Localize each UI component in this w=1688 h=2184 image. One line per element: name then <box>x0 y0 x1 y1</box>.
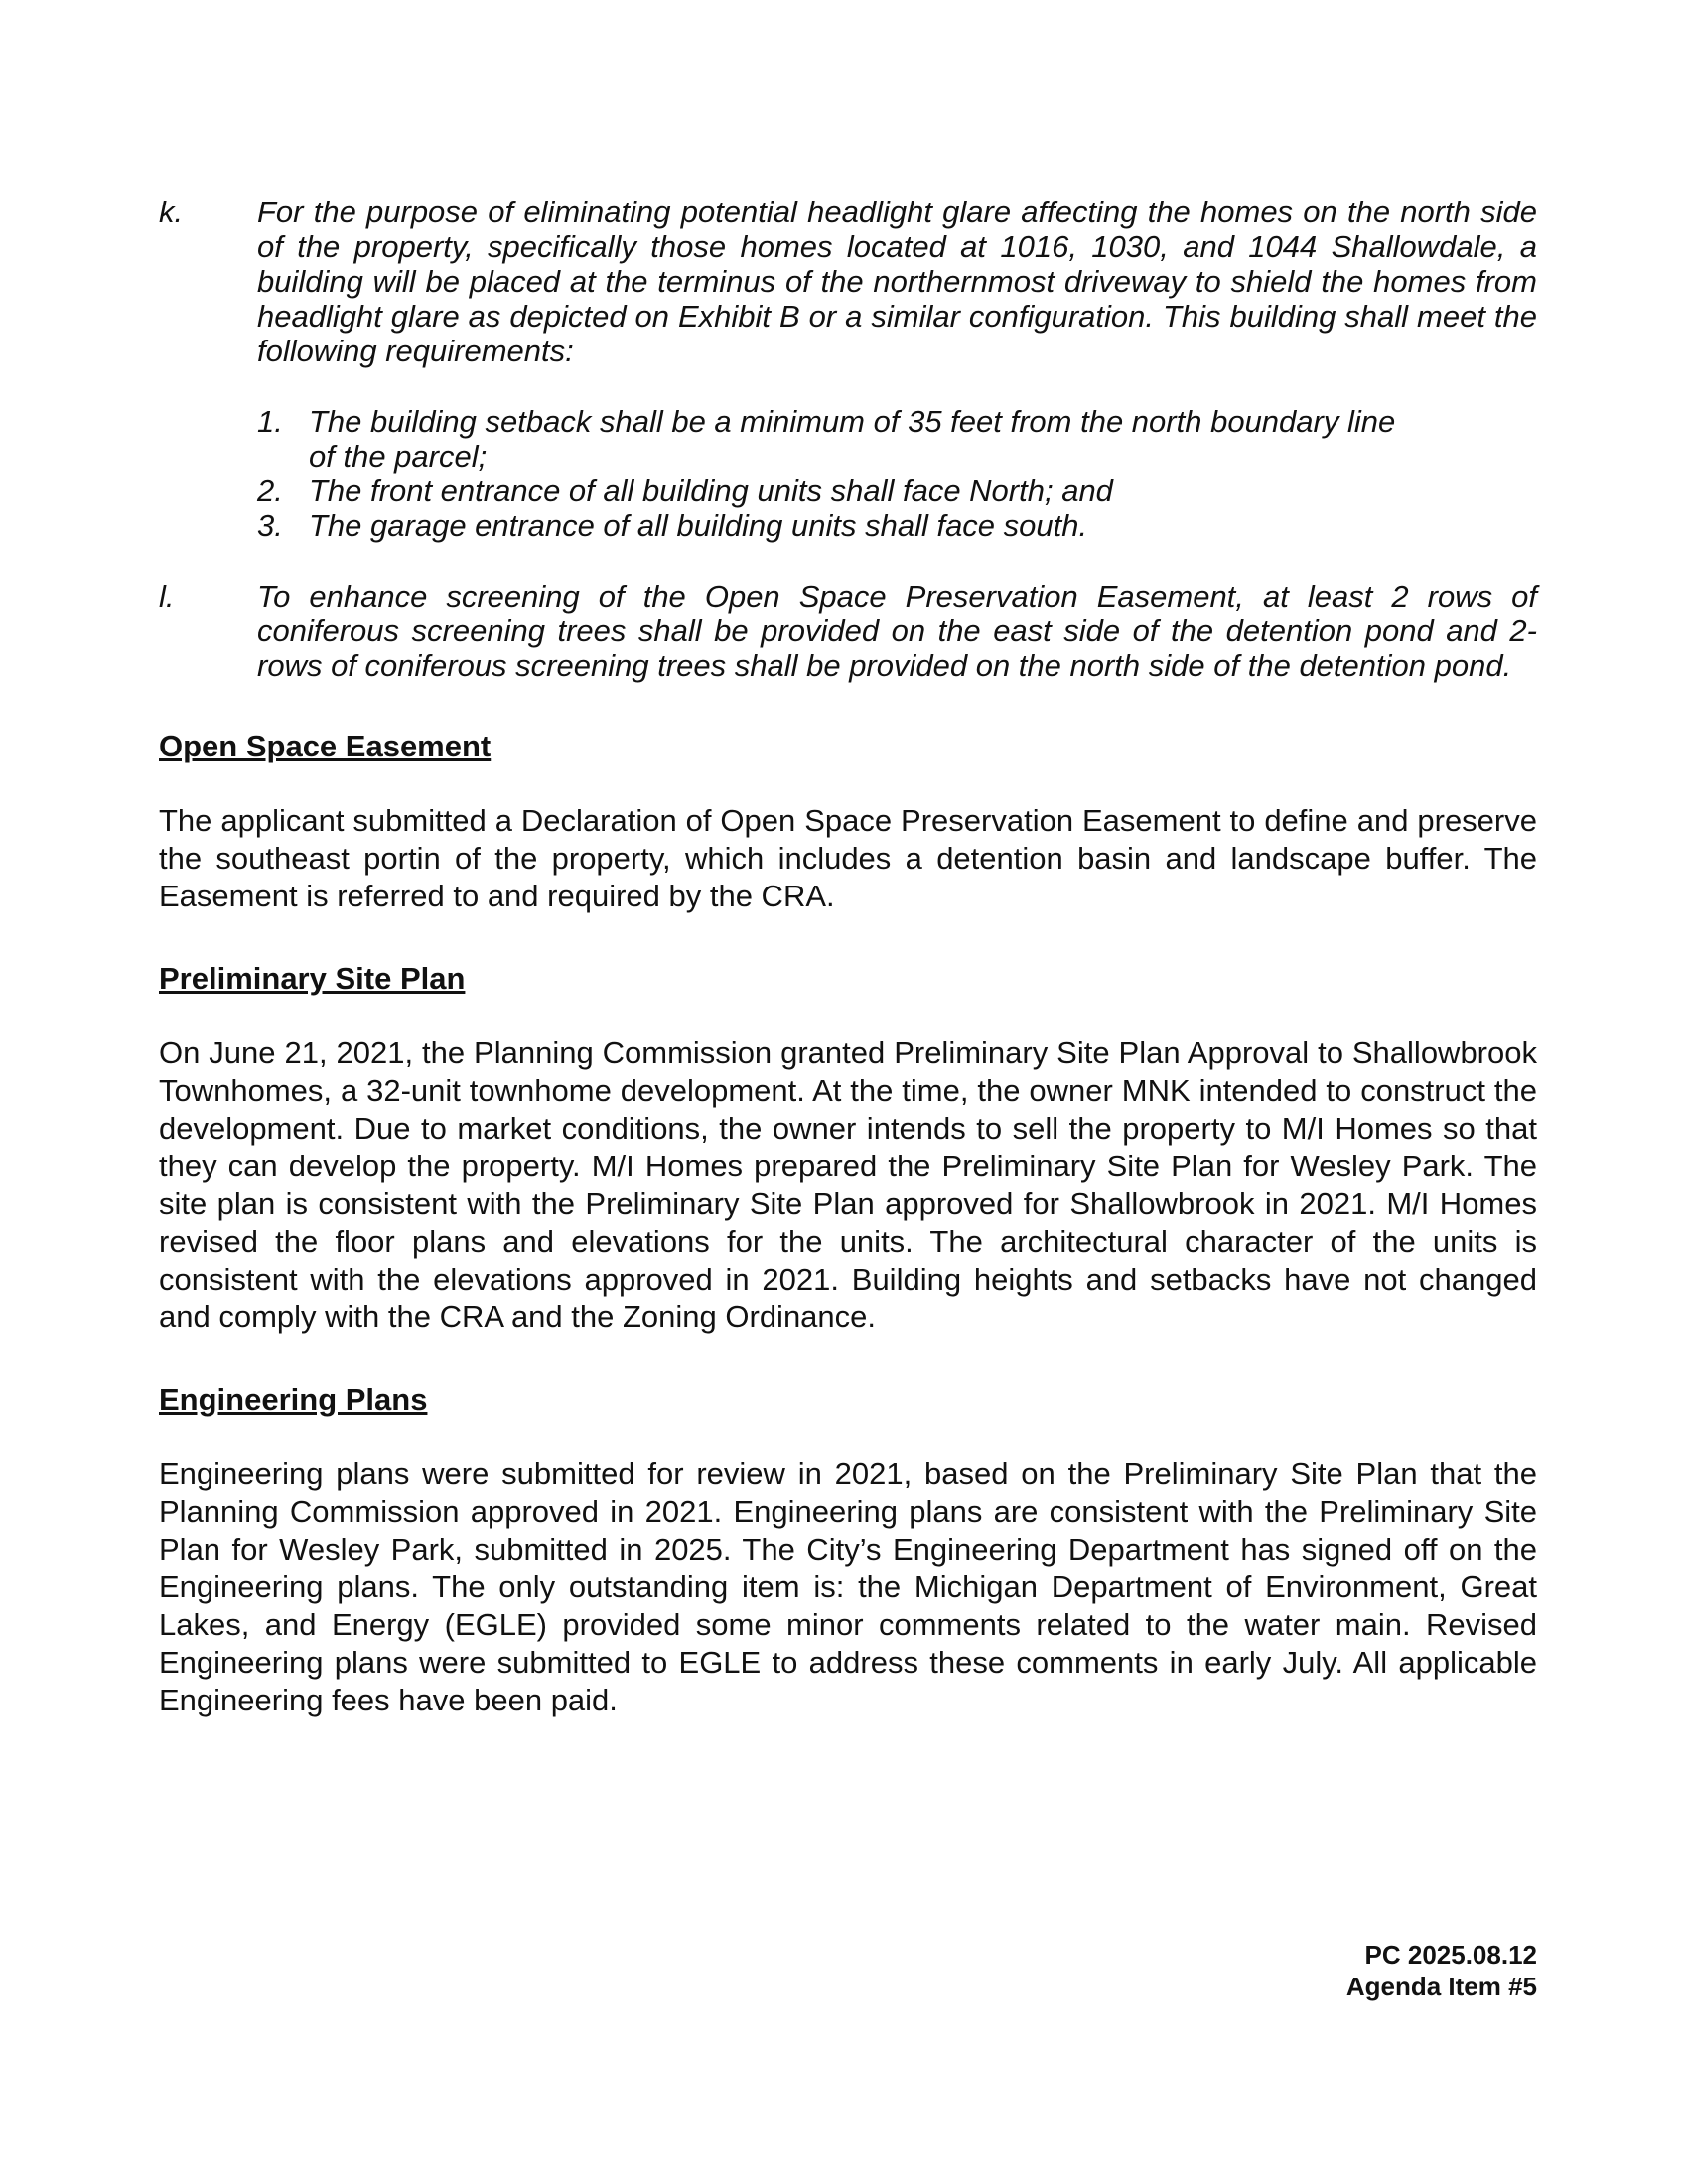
page-footer <box>1346 1939 1537 2002</box>
requirement-text: The garage entrance of all building units shall face south. <box>309 508 1088 543</box>
requirement-number: 3. <box>257 508 283 543</box>
requirement-number: 2. <box>257 474 283 508</box>
section-heading-preliminary-site-plan: Preliminary Site Plan <box>159 961 466 996</box>
requirements-list <box>257 404 1537 543</box>
condition-item-l <box>159 579 1537 683</box>
requirement-number: 1. <box>257 404 283 439</box>
section-heading-open-space: Open Space Easement <box>159 729 492 763</box>
condition-list <box>159 195 1537 683</box>
requirement-text: The front entrance of all building units shall face North; and <box>309 474 1113 508</box>
section-paragraph-preliminary-site-plan: On June 21, 2021, the Planning Commission granted Preliminary Site Plan Approval to Shallowbrook Townhomes, a 32-unit townhome development. At the time, the owner MNK intended to construct the development. Due to market conditions, the owner intends to sell the property to M/I Homes so that they can develop the property. M/I Homes prepared the Preliminary Site Plan for Wesley Park. The site plan is consistent with the Preliminary Site Plan approved for Shallowbrook in 2021. M/I Homes revised the floor plans and elevations for the units. The architectural character of the units is consistent with the elevations approved in 2021. Building heights and setbacks have not changed and comply with the CRA and the Zoning Ordinance. <box>159 1035 1537 1334</box>
condition-marker-k: k. <box>159 195 184 229</box>
section-paragraph-open-space: The applicant submitted a Declaration of Open Space Preservation Easement to define and preserve the southeast portin of the property, which includes a detention basin and landscape buffer. The Easement is referred to and required by the CRA. <box>159 803 1537 913</box>
condition-item-k <box>159 195 1537 579</box>
footer-agenda-item: Agenda Item #5 <box>1345 1972 1537 2001</box>
requirement-item <box>257 508 1537 543</box>
condition-marker-l: l. <box>159 579 175 614</box>
footer-meeting-date: PC 2025.08.12 <box>1364 1940 1537 1970</box>
requirement-item <box>257 474 1537 508</box>
section-paragraph-engineering-plans: Engineering plans were submitted for review in 2021, based on the Preliminary Site Plan that the Planning Commission approved in 2021. Engineering plans are consistent with the Preliminary Site Plan for Wesley Park, submitted in 2025. The City’s Engineering Department has signed off on the Engineering plans. The only outstanding item is: the Michigan Department of Environment, Great Lakes, and Energy (EGLE) provided some minor comments related to the water main. Revised Engineering plans were submitted to EGLE to address these comments in early July. All applicable Engineering fees have been paid. <box>159 1456 1537 1717</box>
requirement-text: The building setback shall be a minimum of 35 feet from the north boundary line of the parcel; <box>309 404 1396 474</box>
document-page <box>159 195 1537 1719</box>
section-heading-engineering-plans: Engineering Plans <box>159 1382 428 1417</box>
condition-text-l: To enhance screening of the Open Space Preservation Easement, at least 2 rows of coniferous screening trees shall be provided on the east side of the detention pond and 2-rows of coniferous screening trees shall be provided on the north side of the detention pond. <box>257 579 1537 683</box>
requirement-item <box>257 404 1537 474</box>
condition-text-k: For the purpose of eliminating potential headlight glare affecting the homes on the north side of the property, specifically those homes located at 1016, 1030, and 1044 Shallowdale, a building will be placed at the terminus of the northernmost driveway to shield the homes from headlight glare as depicted on Exhibit B or a similar configuration. This building shall meet the following requirements: <box>257 195 1537 368</box>
